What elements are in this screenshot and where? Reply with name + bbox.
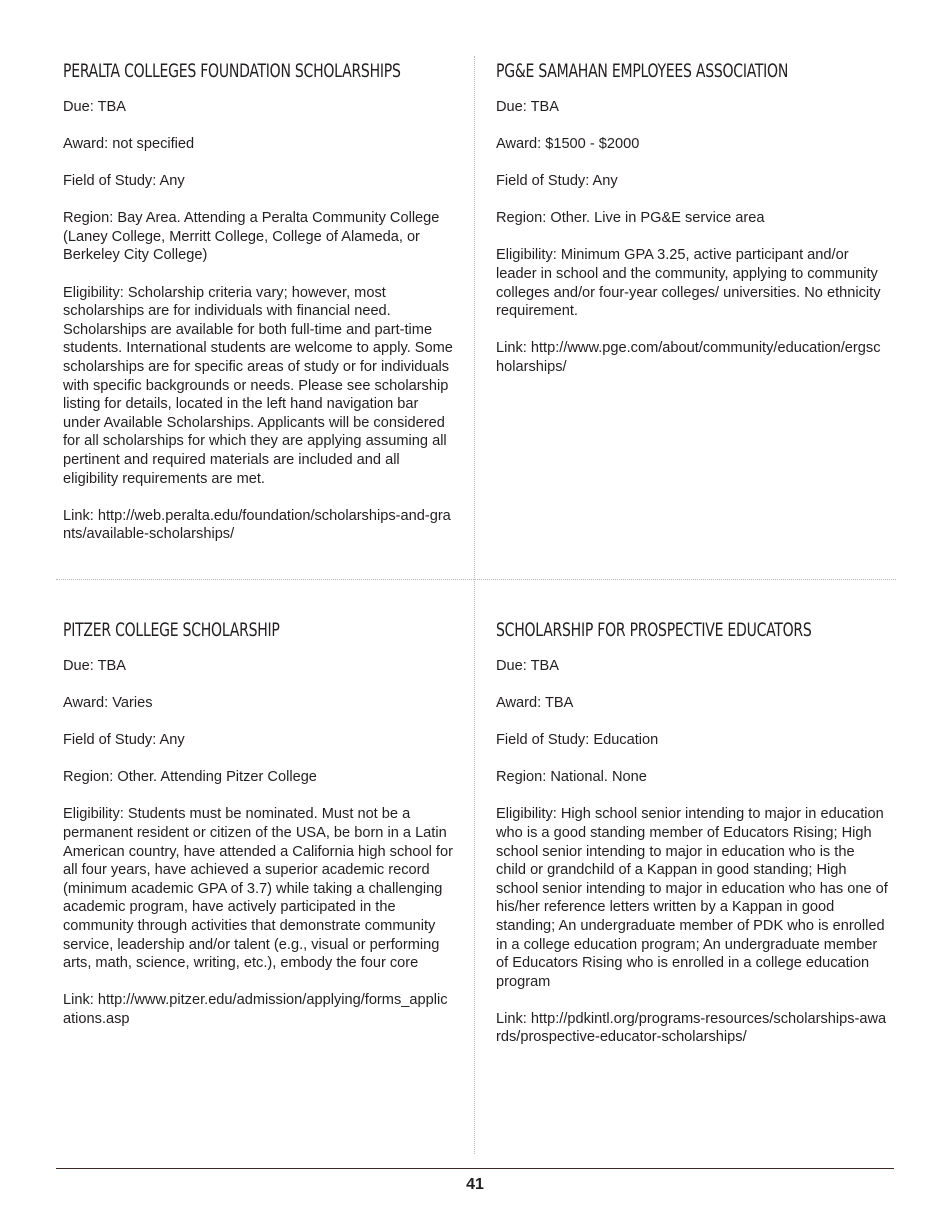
eligibility: Eligibility: Minimum GPA 3.25, active participant and/or leader in school and the community, applying to community colleges and/or four-year colleges/ universities. No ethnicity requirement. xyxy=(496,247,881,320)
scholarship-card-prospective-educators xyxy=(496,617,888,1066)
scholarship-link[interactable]: Link: http://web.peralta.edu/foundation/scholarships-and-grants/available-scholarships/ xyxy=(63,507,451,543)
award-amount: Award: Varies xyxy=(63,695,153,712)
scholarship-title: PG&E SAMAHAN EMPLOYEES ASSOCIATION xyxy=(496,60,789,82)
scholarship-link[interactable]: Link: http://www.pitzer.edu/admission/applying/forms_applications.asp xyxy=(63,992,448,1027)
scholarship-title: PITZER COLLEGE SCHOLARSHIP xyxy=(63,619,280,641)
field-of-study: Field of Study: Any xyxy=(496,173,618,190)
award-amount: Award: not specified xyxy=(63,136,195,153)
award-amount: Award: $1500 - $2000 xyxy=(496,136,640,153)
eligibility: Eligibility: Students must be nominated. Must not be a permanent resident or citizen of the USA, be born in a Latin American country, have attended a California high school for all four years, have achieved a superior academic record (minimum academic GPA of 3.7) while taking a challenging academic program, have actively participated in the community through activities that demonstrate community service, leadership and/or talent (e.g., visual or performing arts, math, science, writing, etc.), embody the four core xyxy=(63,806,453,972)
field-of-study: Field of Study: Any xyxy=(63,173,185,190)
scholarship-card-pge-samahan xyxy=(496,58,888,395)
scholarship-title: PERALTA COLLEGES FOUNDATION SCHOLARSHIPS xyxy=(63,60,401,82)
eligibility: Eligibility: Scholarship criteria vary; however, most scholarships are for individuals with financial need. Scholarships are available for both full-time and part-time students. International students are welcome to apply. Some scholarships are for specific areas of study or for individuals with specific backgrounds or needs. Please see scholarship listing for details, located in the left hand navigation bar under Available Scholarships. Applicants will be considered for all scholarships for which they are applying assuming all pertinent and required materials are included and all eligibility requirements are met. xyxy=(63,284,453,487)
field-of-study: Field of Study: Any xyxy=(63,732,185,749)
due-date: Due: TBA xyxy=(63,99,126,115)
region: Region: Other. Attending Pitzer College xyxy=(63,769,317,786)
due-date: Due: TBA xyxy=(496,99,559,115)
due-date: Due: TBA xyxy=(63,658,126,674)
vertical-dotted-divider xyxy=(474,56,475,1154)
field-of-study: Field of Study: Education xyxy=(496,732,659,749)
region: Region: Bay Area. Attending a Peralta Community College (Laney College, Merritt College, College of Alameda, or Berkeley City College) xyxy=(63,210,440,264)
eligibility: Eligibility: High school senior intending to major in education who is a good standing member of Educators Rising; High school senior intending to major in education who is the child or grandchild of a Kappan in good standing; High school senior intending to major in education who has one of his/her reference letters written by a Kappan in good standing; An undergraduate member of PDK who is enrolled in a college education program; An undergraduate member of Educators Rising who is enrolled in a college education program xyxy=(496,806,888,990)
scholarship-link[interactable]: Link: http://www.pge.com/about/community/education/ergscholarships/ xyxy=(496,340,881,375)
scholarship-card-pitzer xyxy=(63,617,455,1047)
award-amount: Award: TBA xyxy=(496,695,574,712)
scholarship-title: SCHOLARSHIP FOR PROSPECTIVE EDUCATORS xyxy=(496,619,812,641)
footer-rule xyxy=(56,1168,894,1169)
region: Region: National. None xyxy=(496,769,647,786)
horizontal-dotted-divider xyxy=(56,579,896,580)
page-number: 41 xyxy=(466,1176,484,1193)
region: Region: Other. Live in PG&E service area xyxy=(496,210,765,227)
scholarship-card-peralta xyxy=(63,58,455,562)
due-date: Due: TBA xyxy=(496,658,559,674)
scholarship-link[interactable]: Link: http://pdkintl.org/programs-resources/scholarships-awards/prospective-educator-scholarships/ xyxy=(496,1010,887,1046)
